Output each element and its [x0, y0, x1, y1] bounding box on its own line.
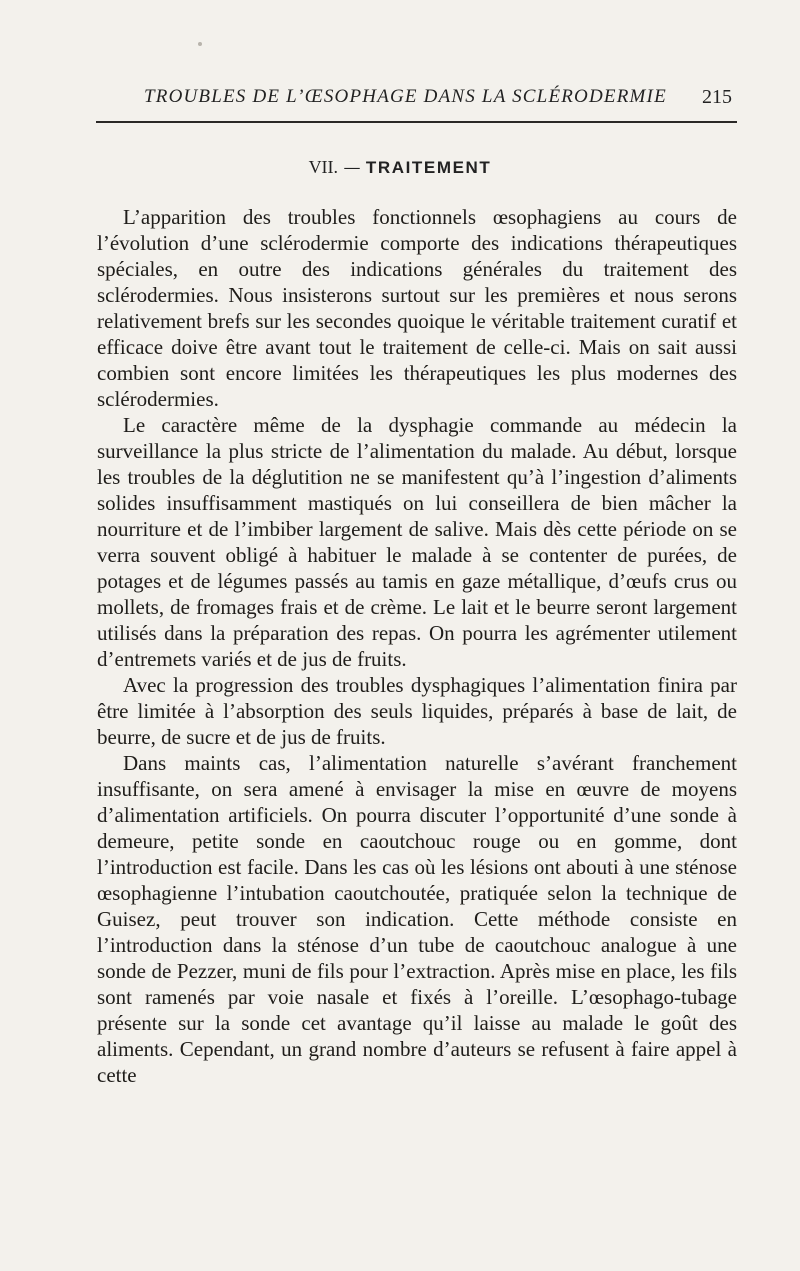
paragraph: Avec la progression des troubles dysphagiques l’alimentation finira par être limitée à l’absorption des seuls liquides, préparés à base de lait, de beurre, de sucre et de jus de fruits.	[97, 673, 737, 749]
section-number: VII.	[308, 157, 339, 177]
paragraph: Le caractère même de la dysphagie commande au médecin la surveillance la plus stricte de l’alimentation du malade. Au début, lorsque les troubles de la déglutition ne se manifestent qu’à l’ingestion d’aliments solides insuffisamment mastiqués on lui conseillera de bien mâcher la nourriture et de l’imbiber largement de salive. Mais dès cette période on se verra souvent obligé à habituer le malade à se contenter de purées, de potages et de légumes passés au tamis en gaze métallique, d’œufs crus ou mollets, de fromages frais et de crème. Le lait et le beurre seront largement utilisés dans la préparation des repas. On pourra les agrémenter utilement d’entremets variés et de jus de fruits.	[97, 413, 737, 671]
paragraph: Dans maints cas, l’alimentation naturelle s’avérant franchement insuffisante, on sera amené à envisager la mise en œuvre de moyens d’alimentation artificiels. On pourra discuter l’opportunité d’une sonde à demeure, petite sonde en caoutchouc rouge ou en gomme, dont l’introduction est facile. Dans les cas où les lésions ont abouti à une sténose œsophagienne l’intubation caoutchoutée, pratiquée selon la technique de Guisez, peut trouver son indication. Cette méthode consiste en l’introduction dans la sténose d’un tube de caoutchouc analogue à une sonde de Pezzer, muni de fils pour l’extraction. Après mise en place, les fils sont ramenés par voie nasale et fixés à l’oreille. L’œsophago-tubage présente sur la sonde cet avantage qu’il laisse au malade le goût des aliments. Cependant, un grand nombre d’auteurs se refusent à faire appel à cette	[97, 751, 737, 1087]
ink-speck	[198, 42, 202, 46]
header-rule	[96, 121, 737, 123]
section-title: TRAITEMENT	[365, 158, 492, 177]
section-dash: —	[343, 158, 361, 178]
running-title: TROUBLES DE L’ŒSOPHAGE DANS LA SCLÉRODERMIE	[144, 86, 667, 107]
running-header	[96, 84, 736, 114]
body-text	[97, 204, 737, 1088]
section-heading	[0, 157, 800, 178]
page-number: 215	[702, 86, 732, 108]
paragraph: L’apparition des troubles fonctionnels œsophagiens au cours de l’évolution d’une sclérodermie comporte des indications thérapeutiques spéciales, en outre des indications générales du traitement des sclérodermies. Nous insisterons surtout sur les premières et nous serons relativement brefs sur les secondes quoique le véritable traitement curatif et efficace doive être avant tout le traitement de celle-ci. Mais on sait aussi combien sont encore limitées les thérapeutiques les plus modernes des sclérodermies.	[97, 205, 737, 411]
